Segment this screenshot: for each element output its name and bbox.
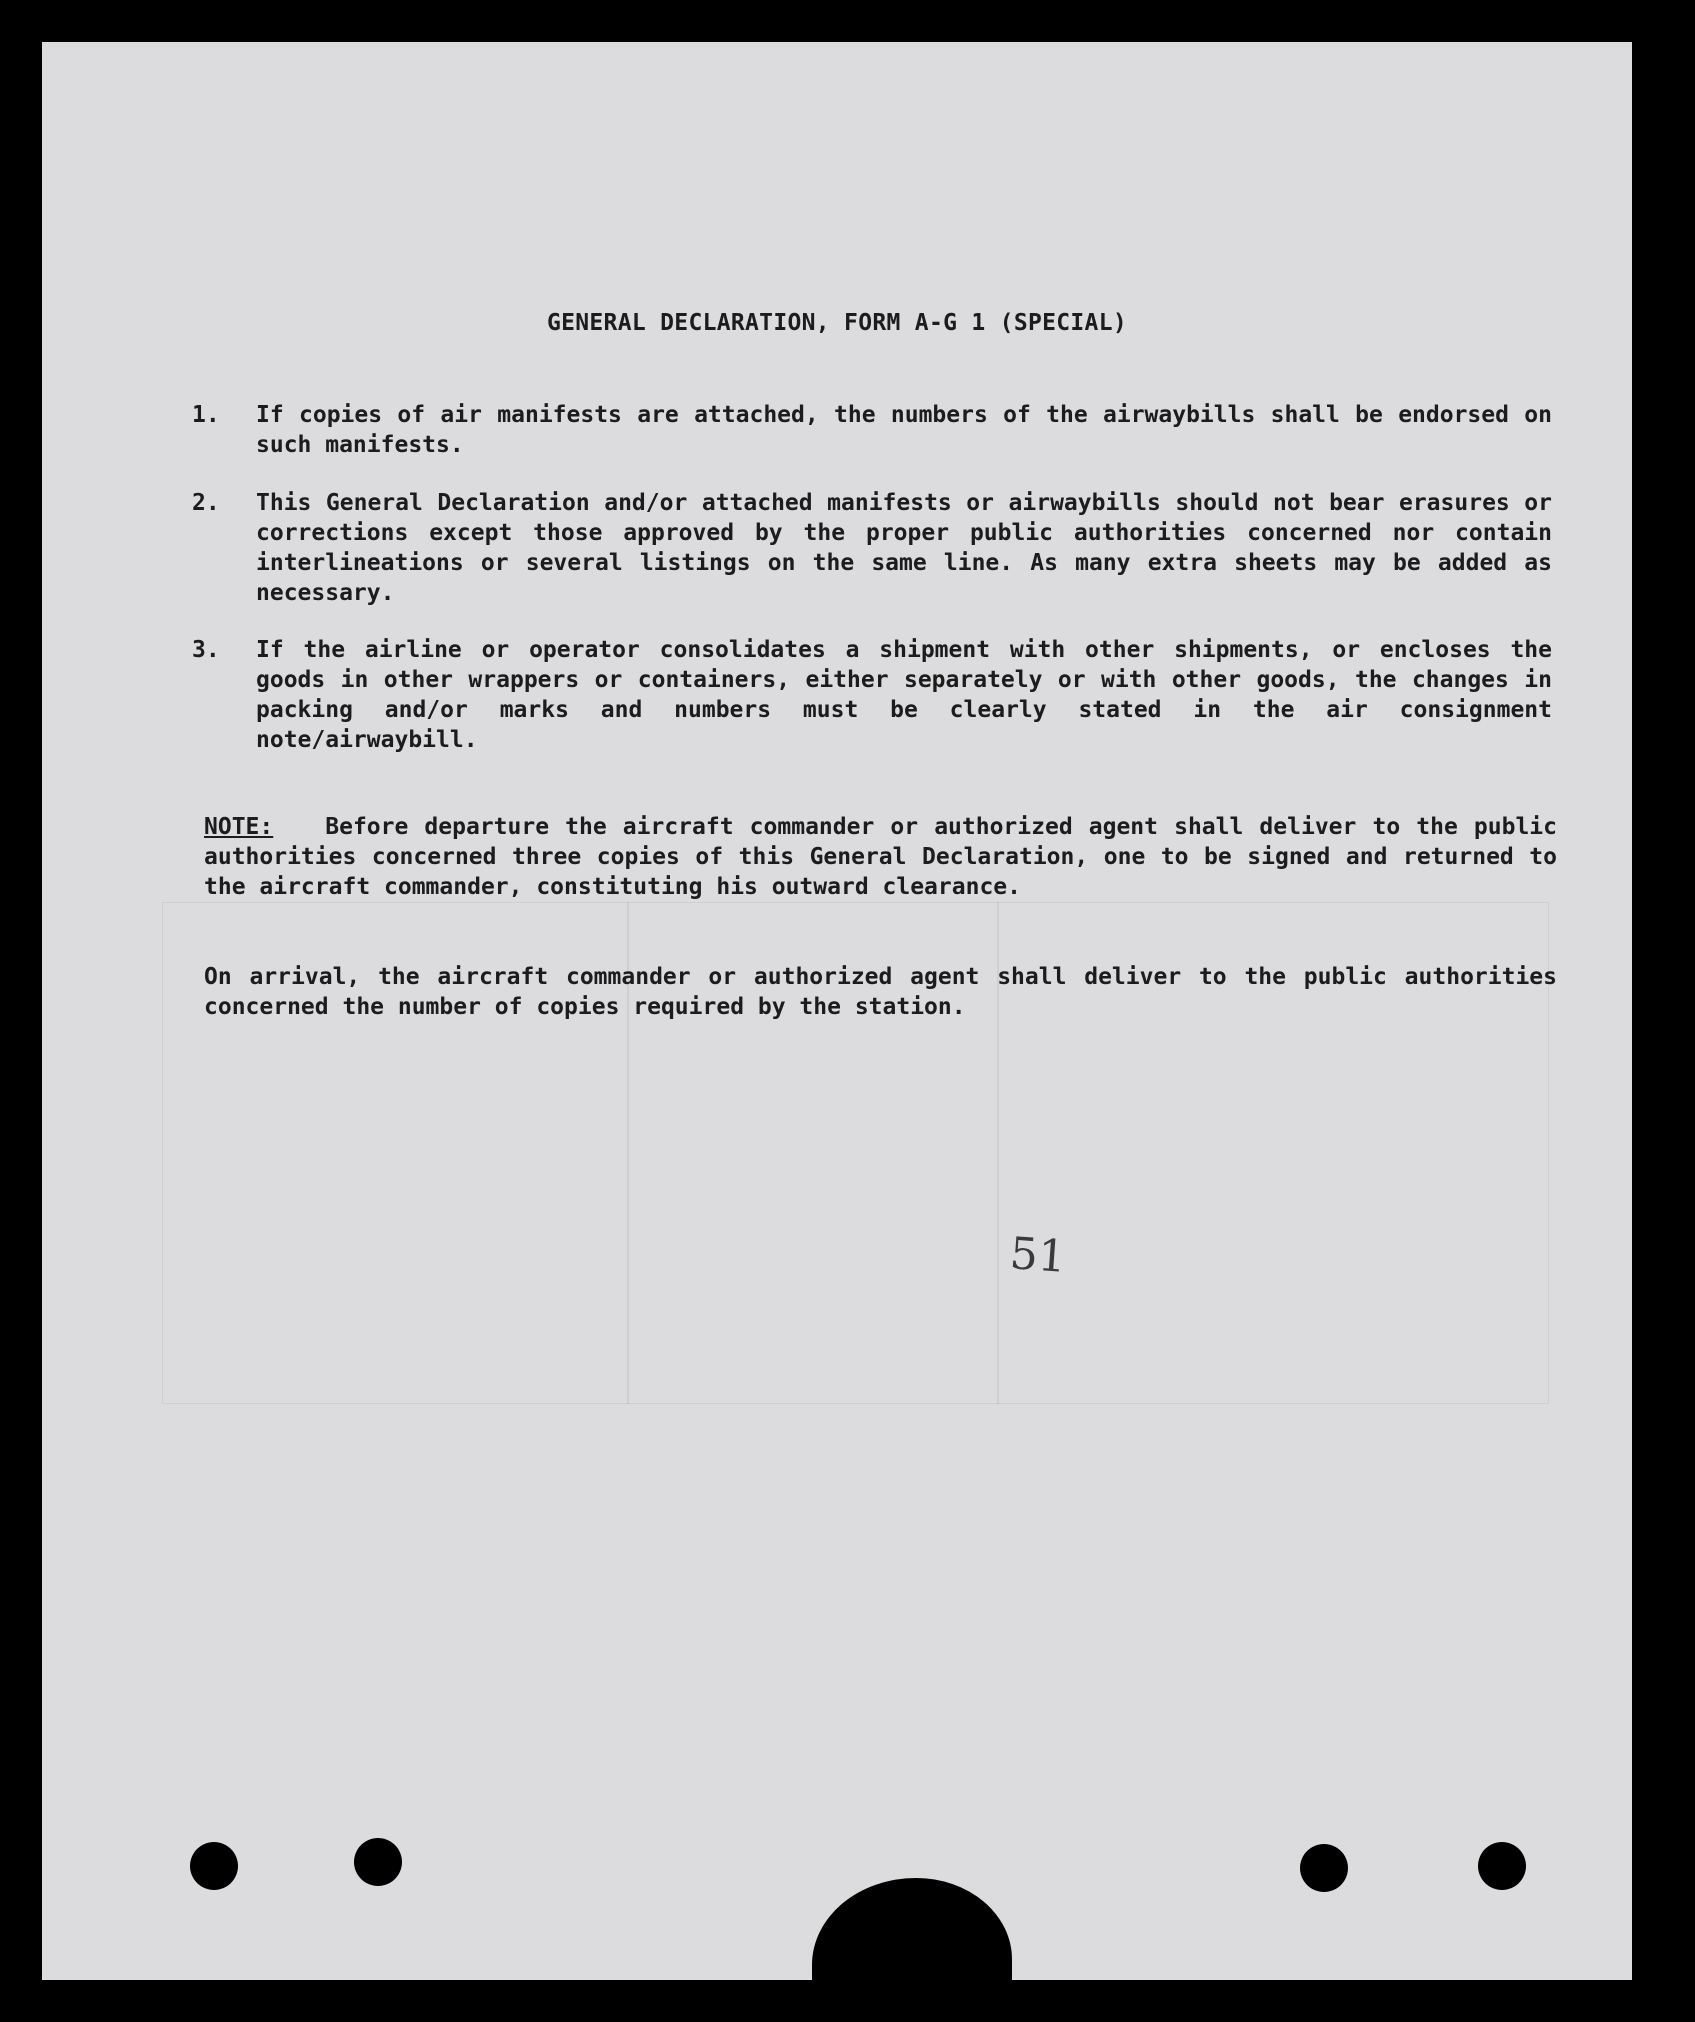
item-number: 1. bbox=[192, 402, 220, 428]
item-text: If copies of air manifests are attached, the numbers of the airwaybills shall be endorsed on such manifests. bbox=[256, 402, 1552, 458]
handwritten-page-number: 51 bbox=[1008, 1228, 1068, 1283]
note-label: NOTE: bbox=[204, 814, 274, 840]
note-paragraph bbox=[204, 812, 1557, 902]
item-text: If the airline or operator consolidates a shipment with other shipments, or encloses the goods in other wrappers or containers, either separately or with other goods, the changes in packing and/or marks and numbers must be clearly stated in the air consignment note/airwaybill. bbox=[256, 637, 1552, 753]
arrival-paragraph: On arrival, the aircraft commander or authorized agent shall deliver to the public authorities concerned the number of copies required by the station. bbox=[204, 964, 1557, 1020]
torn-edge bbox=[812, 1878, 1012, 1980]
instruction-item-3 bbox=[192, 635, 1552, 755]
item-number: 3. bbox=[192, 637, 220, 663]
document-page bbox=[42, 42, 1632, 1980]
punch-hole bbox=[1300, 1844, 1348, 1892]
item-text: This General Declaration and/or attached manifests or airwaybills should not bear erasures or corrections except those approved by the proper public authorities concerned nor contain interlineations or several listings on the same line. As many extra sheets may be added as necessary. bbox=[256, 490, 1552, 606]
instruction-item-2 bbox=[192, 488, 1552, 608]
document-title: GENERAL DECLARATION, FORM A-G 1 (SPECIAL) bbox=[546, 310, 1128, 336]
item-number: 2. bbox=[192, 490, 220, 516]
note-text: Before departure the aircraft commander or authorized agent shall deliver to the public authorities concerned three copies of this General Declaration, one to be signed and returned to the aircraft commander, constituting his outward clearance. bbox=[204, 814, 1557, 900]
punch-hole bbox=[354, 1838, 402, 1886]
instruction-item-1 bbox=[192, 400, 1552, 460]
punch-hole bbox=[1478, 1842, 1526, 1890]
punch-hole bbox=[190, 1842, 238, 1890]
